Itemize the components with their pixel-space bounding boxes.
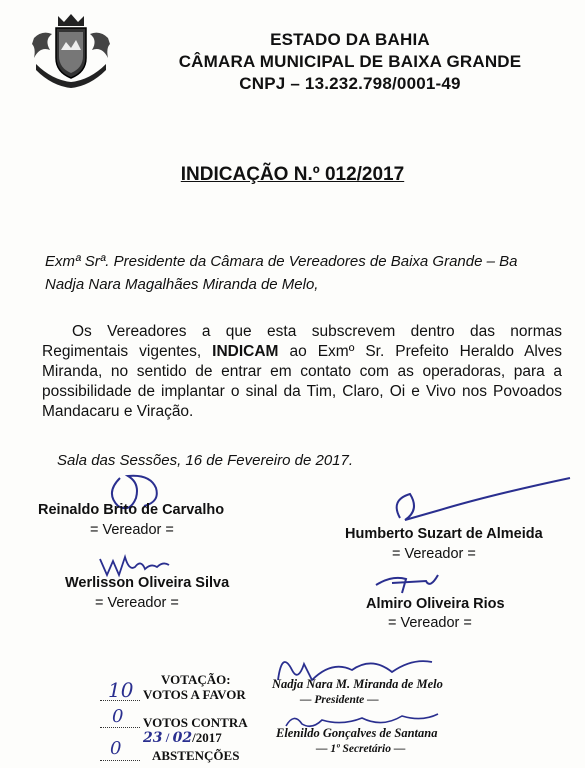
body-part-1: Os Vereadores a que esta subscrevem dentro das normas Regimentais vigentes, [42,323,562,360]
signatory-role-3: = Vereador = [95,595,179,611]
salutation-line-2: Nadja Nara Magalhães Miranda de Melo, [45,276,319,293]
signature-almiro [372,565,442,600]
votes-abstention-label: ABSTENÇÕES [152,748,240,763]
president-role-text: Presidente [314,694,365,706]
body-paragraph [42,322,562,422]
vote-date-year: /2017 [192,730,222,745]
votes-contra-line [100,727,140,728]
salutation-line-1: Exmª Srª. Presidente da Câmara de Vereadores de Baixa Grande – Ba [45,253,518,270]
body-part-2: ao Exmº Sr. Prefeito Heraldo Alves Miranda, no sentido de entrar em contato com as operadoras, para a possibilidade de implantar o sinal da Tim, Claro, Oi e Vivo nos Povoados Mandacaru e Viração. [42,343,562,420]
signatory-role-2: = Vereador = [392,546,476,562]
header-chamber: CÂMARA MUNICIPAL DE BAIXA GRANDE [178,52,522,71]
signatory-name-4: Almiro Oliveira Rios [366,596,505,612]
president-name: Nadja Nara M. Miranda de Melo [272,677,443,691]
vote-date-day: 23 [143,730,163,746]
secretary-role: — 1º Secretário — [316,743,406,755]
signatory-name-3: Werlisson Oliveira Silva [65,575,230,591]
president-role: — Presidente — [300,694,379,706]
votes-contra-label: VOTOS CONTRA [143,715,248,730]
voting-title: VOTAÇÃO: [161,672,231,687]
secretary-role-text: 1º Secretário [330,743,391,755]
votes-favor-line [100,700,140,701]
header-cnpj: CNPJ – 13.232.798/0001-49 [239,74,461,93]
vote-date-month: 02 [172,730,193,746]
votes-favor-label: VOTOS A FAVOR [143,687,246,702]
municipal-coat-of-arms-icon [28,10,114,90]
signature-humberto [330,470,580,530]
votes-contra-value: 0 [112,706,124,727]
header-state: ESTADO DA BAHIA [270,30,430,49]
votes-abstention-value: 0 [110,738,122,759]
votes-favor-value: 10 [108,678,134,702]
signatory-role-4: = Vereador = [388,615,472,631]
vote-date-sep: / [162,730,173,745]
closing-line: Sala das Sessões, 16 de Fevereiro de 2017. [57,452,354,469]
body-indicam: INDICAM [212,343,279,360]
secretary-name: Elenildo Gonçalves de Santana [276,726,438,740]
votes-abstention-line [100,760,140,761]
signatory-name-1: Reinaldo Brito de Carvalho [38,502,225,518]
document-title: INDICAÇÃO N.º 012/2017 [180,164,405,185]
signatory-name-2: Humberto Suzart de Almeida [345,526,543,542]
vote-date [143,730,222,746]
signatory-role-1: = Vereador = [90,522,174,538]
